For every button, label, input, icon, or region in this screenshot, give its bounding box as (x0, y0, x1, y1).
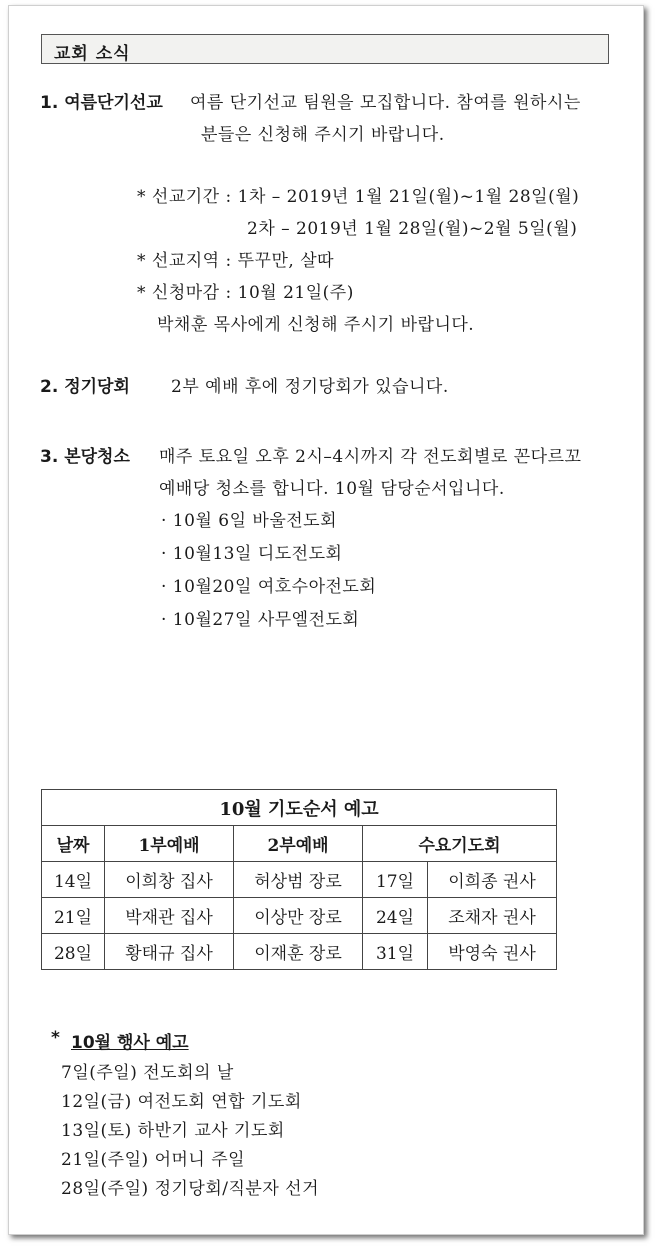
cell-service-2: 이상만 장로 (234, 898, 363, 934)
mission-period-1: * 선교기간 : 1차 – 2019년 1월 21일(월)~1월 28일(월) (137, 187, 580, 207)
table-row (42, 934, 557, 970)
cell-service-2: 이재훈 장로 (234, 934, 363, 970)
cell-date: 21일 (42, 898, 105, 934)
cell-date: 28일 (42, 934, 105, 970)
events-heading-star: * (51, 1028, 60, 1048)
application-deadline: * 신청마감 : 10월 21일(주) (137, 283, 354, 303)
header-wednesday-prayer: 수요기도회 (363, 826, 557, 862)
cell-wed-date: 31일 (363, 934, 428, 970)
news-header-title: 교회 소식 (54, 44, 131, 64)
prayer-table-title: 10월 기도순서 예고 (42, 790, 557, 826)
mission-period-2: 2차 – 2019년 1월 28일(월)~2월 5일(월) (247, 219, 578, 239)
prayer-order-table (41, 789, 557, 970)
cleaning-item: · 10월27일 사무엘전도회 (161, 610, 360, 630)
application-contact: 박채훈 목사에게 신청해 주시기 바랍니다. (157, 315, 475, 335)
mission-region: * 선교지역 : 뚜꾸만, 살따 (137, 251, 335, 271)
cell-wed-date: 24일 (363, 898, 428, 934)
cell-service-2: 허상범 장로 (234, 862, 363, 898)
cell-wed-leader: 이희종 권사 (428, 862, 557, 898)
header-service-2: 2부예배 (234, 826, 363, 862)
events-heading: 10월 행사 예고 (71, 1033, 189, 1053)
event-item: 13일(토) 하반기 교사 기도회 (61, 1121, 285, 1141)
section1-line-1: 여름 단기선교 팀원을 모집합니다. 참여를 원하시는 (190, 93, 581, 113)
cell-service-1: 이희창 집사 (105, 862, 234, 898)
section3-heading: 3. 본당청소 (40, 447, 130, 467)
bulletin-page (8, 5, 644, 1235)
cell-date: 14일 (42, 862, 105, 898)
table-row (42, 898, 557, 934)
cell-service-1: 박재관 집사 (105, 898, 234, 934)
event-item: 28일(주일) 정기당회/직분자 선거 (61, 1179, 319, 1199)
event-item: 12일(금) 여전도회 연합 기도회 (61, 1092, 302, 1112)
header-date: 날짜 (42, 826, 105, 862)
cell-service-1: 황태규 집사 (105, 934, 234, 970)
table-row (42, 862, 557, 898)
section3-line-2: 예배당 청소를 합니다. 10월 담당순서입니다. (159, 479, 505, 499)
cleaning-item: · 10월20일 여호수아전도회 (161, 577, 377, 597)
table-header-row (42, 826, 557, 862)
section2-heading: 2. 정기당회 (40, 377, 130, 397)
header-service-1: 1부예배 (105, 826, 234, 862)
section2-text: 2부 예배 후에 정기당회가 있습니다. (171, 377, 449, 397)
section1-heading: 1. 여름단기선교 (40, 93, 163, 113)
event-item: 21일(주일) 어머니 주일 (61, 1150, 246, 1170)
section1-line-2: 분들은 신청해 주시기 바랍니다. (201, 125, 445, 145)
cell-wed-date: 17일 (363, 862, 428, 898)
cleaning-item: · 10월 6일 바울전도회 (161, 511, 338, 531)
section3-line-1: 매주 토요일 오후 2시–4시까지 각 전도회별로 꼰다르꼬 (159, 447, 582, 467)
cell-wed-leader: 박영숙 권사 (428, 934, 557, 970)
event-item: 7일(주일) 전도회의 날 (61, 1063, 234, 1083)
cell-wed-leader: 조채자 권사 (428, 898, 557, 934)
cleaning-item: · 10월13일 디도전도회 (161, 544, 343, 564)
news-header-box (41, 34, 609, 64)
